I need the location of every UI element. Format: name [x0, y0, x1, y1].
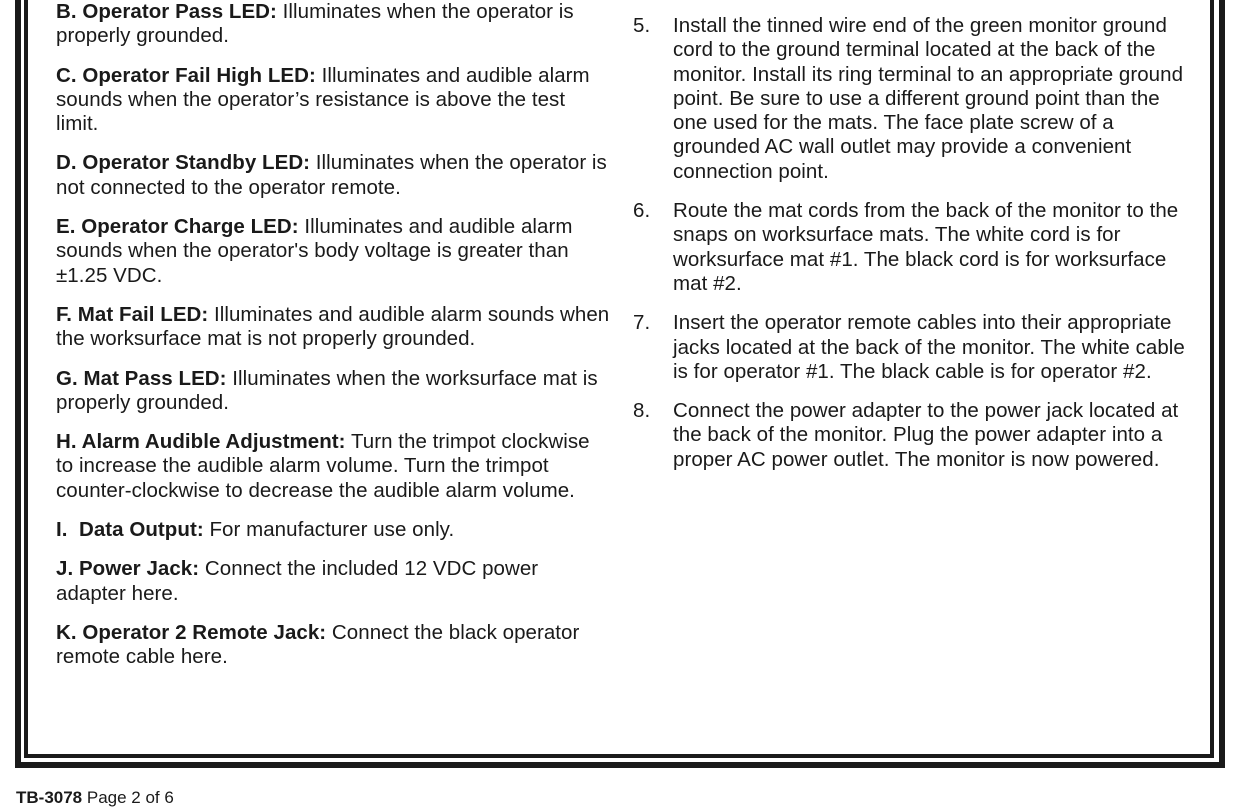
item-label: J. Power Jack: — [56, 557, 200, 581]
item-text: Illuminates when the worksurface mat is properly grounded. — [56, 366, 598, 414]
item-operator-standby-led — [56, 151, 612, 200]
item-label: E. Operator Charge LED: — [56, 215, 299, 239]
item-label: D. Operator Standby LED: — [56, 151, 311, 175]
item-label: H. Alarm Audible Adjustment: — [56, 430, 346, 454]
step-5 — [633, 14, 1188, 184]
item-label: C. Operator Fail High LED: — [56, 63, 316, 87]
installation-steps — [633, 14, 1197, 487]
step-text: Install the tinned wire end of the green monitor ground cord to the ground terminal located at the back of the monitor. Install its ring terminal to an appropriate ground point. Be sure to use a different ground point than the one used for the mats. The face plate screw of a grounded AC wall outlet may provide a convenient connection point. — [673, 14, 1184, 183]
item-text: For manufacturer use only. — [203, 518, 455, 542]
item-data-output — [56, 518, 612, 542]
item-operator-2-remote-jack — [56, 621, 612, 670]
item-label: G. Mat Pass LED: — [56, 366, 227, 390]
step-text: Connect the power adapter to the power jack located at the back of the monitor. Plug the power adapter into a proper AC power outlet. The monitor is now powered. — [673, 399, 1179, 471]
item-text: Illuminates and audible alarm sounds when the operator's body voltage is greater than ±1.25 VDC. — [56, 215, 573, 287]
item-power-jack — [56, 557, 612, 606]
step-number: 8. — [633, 399, 651, 423]
item-operator-fail-high-led — [56, 64, 612, 137]
step-7 — [633, 311, 1197, 384]
step-6 — [633, 199, 1188, 296]
item-operator-charge-led — [56, 215, 612, 288]
item-text: Illuminates and audible alarm sounds when the worksurface mat is not properly grounded. — [56, 302, 610, 351]
item-mat-fail-led — [56, 303, 612, 352]
step-text: Insert the operator remote cables into their appropriate jacks located at the back of the monitor. The white cable is for operator #1. The black cable is for operator #2. — [673, 311, 1197, 383]
step-number: 5. — [633, 14, 651, 37]
item-text: Illuminates when the operator is not connected to the operator remote. — [56, 151, 607, 199]
item-text: Illuminates and audible alarm sounds when the operator’s resistance is above the test limit. — [56, 63, 590, 136]
item-text: Illuminates when the operator is properly grounded. — [56, 0, 574, 48]
step-text: Route the mat cords from the back of the monitor to the snaps on worksurface mats. The white cord is for worksurface mat #1. The black cord is for worksurface mat #2. — [673, 199, 1179, 295]
item-operator-pass-led — [56, 0, 612, 49]
item-label: F. Mat Fail LED: — [56, 302, 209, 326]
page-number: Page 2 of 6 — [82, 788, 174, 807]
item-text: Connect the black operator remote cable here. — [56, 620, 580, 669]
step-number: 7. — [633, 311, 651, 335]
item-text: Turn the trimpot clockwise to increase the audible alarm volume. Turn the trimpot counter-clockwise to decrease the audible alarm volume. — [56, 430, 590, 502]
step-number: 6. — [633, 199, 651, 223]
step-8 — [633, 399, 1188, 472]
item-alarm-audible-adjustment — [56, 430, 612, 503]
item-label: B. Operator Pass LED: — [56, 0, 277, 23]
item-mat-pass-led — [56, 367, 612, 416]
item-label: K. Operator 2 Remote Jack: — [56, 620, 327, 644]
item-text: Connect the included 12 VDC power adapter here. — [56, 557, 539, 605]
component-descriptions — [56, 0, 612, 685]
item-label: I. Data Output: — [56, 518, 204, 542]
page-footer — [16, 788, 174, 808]
document-number: TB-3078 — [16, 788, 83, 807]
